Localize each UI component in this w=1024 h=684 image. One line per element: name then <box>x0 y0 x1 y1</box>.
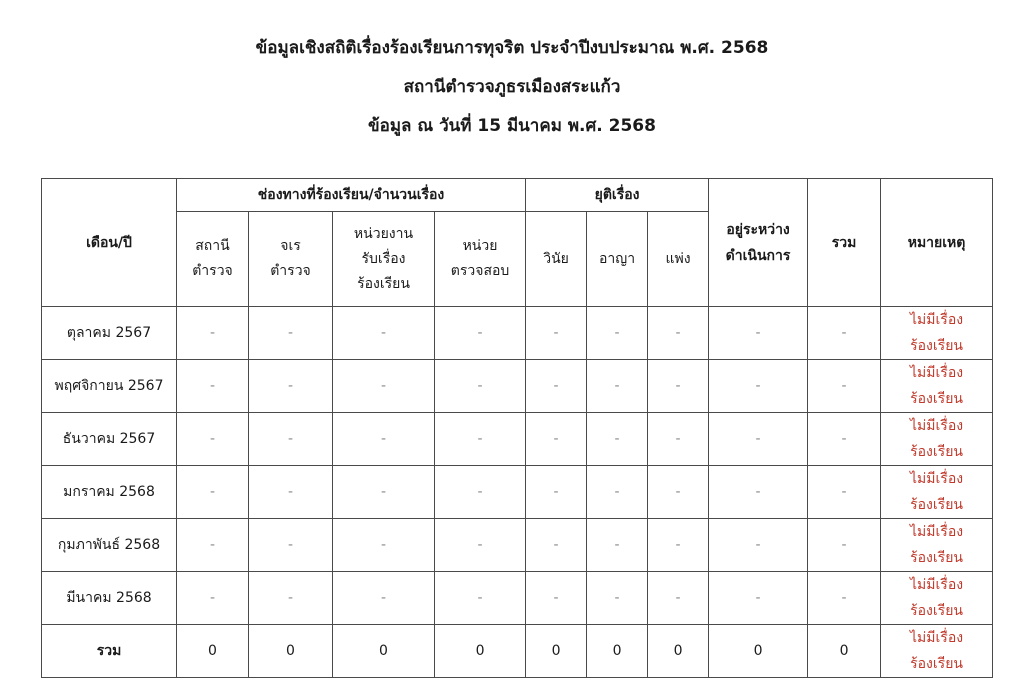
channels-group-header: ช่องทางที่ร้องเรียน/จำนวนเรื่อง <box>177 179 526 212</box>
table-body <box>42 307 993 678</box>
value-cell: - <box>249 307 333 360</box>
header-line: ตรวจสอบ <box>450 263 510 279</box>
value-cell: - <box>435 466 526 519</box>
value-cell: - <box>587 466 648 519</box>
note-cell <box>881 625 993 678</box>
table-row <box>42 519 993 572</box>
total-value-cell: 0 <box>177 625 249 678</box>
note-column-header: หมายเหตุ <box>881 179 993 307</box>
value-cell: - <box>587 360 648 413</box>
table-header <box>42 179 993 307</box>
note-line: ไม่มีเรื่อง <box>910 418 964 434</box>
value-cell: - <box>808 572 881 625</box>
value-cell: - <box>648 572 709 625</box>
value-cell: - <box>526 466 587 519</box>
month-cell: พฤศจิกายน 2567 <box>42 360 177 413</box>
in-progress-column-header <box>709 179 808 307</box>
channel-complaint-unit-header <box>333 212 435 307</box>
table-row <box>42 413 993 466</box>
value-cell: - <box>526 360 587 413</box>
value-cell: - <box>709 572 808 625</box>
value-cell: - <box>587 307 648 360</box>
note-line: ไม่มีเรื่อง <box>910 312 964 328</box>
note-cell <box>881 360 993 413</box>
total-value-cell: 0 <box>709 625 808 678</box>
total-value-cell: 0 <box>435 625 526 678</box>
value-cell: - <box>648 413 709 466</box>
station-name: สถานีตำรวจภูธรเมืองสระแก้ว <box>403 77 621 97</box>
value-cell: - <box>808 413 881 466</box>
total-value-cell: 0 <box>648 625 709 678</box>
note-cell <box>881 413 993 466</box>
resolved-civil-header: แพ่ง <box>648 212 709 307</box>
value-cell: - <box>333 466 435 519</box>
value-cell: - <box>435 307 526 360</box>
value-cell: - <box>526 413 587 466</box>
header-line: หน่วยงาน <box>353 225 414 242</box>
value-cell: - <box>709 360 808 413</box>
total-value-cell: 0 <box>808 625 881 678</box>
total-row <box>42 625 993 678</box>
note-line: ร้องเรียน <box>910 444 963 460</box>
total-value-cell: 0 <box>249 625 333 678</box>
header-line: ตำรวจ <box>192 263 233 279</box>
value-cell: - <box>177 519 249 572</box>
note-line: ไม่มีเรื่อง <box>910 524 964 540</box>
total-label-cell: รวม <box>42 625 177 678</box>
note-cell <box>881 572 993 625</box>
note-line: ไม่มีเรื่อง <box>910 471 964 487</box>
value-cell: - <box>808 519 881 572</box>
value-cell: - <box>808 307 881 360</box>
value-cell: - <box>177 360 249 413</box>
note-line: ร้องเรียน <box>910 550 963 566</box>
resolved-group-header: ยุติเรื่อง <box>526 179 709 212</box>
in-progress-line: อยู่ระหว่าง <box>726 221 790 238</box>
note-line: ไม่มีเรื่อง <box>910 365 964 381</box>
value-cell: - <box>526 307 587 360</box>
month-cell: กุมภาพันธ์ 2568 <box>42 519 177 572</box>
value-cell: - <box>648 519 709 572</box>
month-cell: ธันวาคม 2567 <box>42 413 177 466</box>
header-line: ร้องเรียน <box>357 275 410 292</box>
value-cell: - <box>333 307 435 360</box>
value-cell: - <box>587 519 648 572</box>
value-cell: - <box>249 519 333 572</box>
value-cell: - <box>709 413 808 466</box>
note-line: ร้องเรียน <box>910 391 963 407</box>
note-line: ร้องเรียน <box>910 603 963 619</box>
value-cell: - <box>526 519 587 572</box>
value-cell: - <box>709 466 808 519</box>
complaint-statistics-table <box>41 178 993 678</box>
month-column-header: เดือน/ปี <box>42 179 177 307</box>
value-cell: - <box>177 572 249 625</box>
header-line: หน่วย <box>462 238 498 254</box>
value-cell: - <box>177 413 249 466</box>
value-cell: - <box>435 572 526 625</box>
value-cell: - <box>177 307 249 360</box>
note-line: ร้องเรียน <box>910 338 963 354</box>
document-title: ข้อมูลเชิงสถิติเรื่องร้องเรียนการทุจริต ประจำปีงบประมาณ พ.ศ. 2568 <box>255 38 769 58</box>
value-cell: - <box>249 413 333 466</box>
value-cell: - <box>333 519 435 572</box>
channel-inspector-header <box>249 212 333 307</box>
value-cell: - <box>648 360 709 413</box>
note-line: ร้องเรียน <box>910 497 963 513</box>
value-cell: - <box>249 572 333 625</box>
value-cell: - <box>587 572 648 625</box>
value-cell: - <box>177 466 249 519</box>
table-row <box>42 307 993 360</box>
as-of-date: ข้อมูล ณ วันที่ 15 มีนาคม พ.ศ. 2568 <box>368 116 656 136</box>
note-cell <box>881 466 993 519</box>
value-cell: - <box>435 519 526 572</box>
table-row <box>42 360 993 413</box>
value-cell: - <box>808 466 881 519</box>
note-line: ไม่มีเรื่อง <box>910 577 964 593</box>
month-cell: มีนาคม 2568 <box>42 572 177 625</box>
in-progress-line: ดำเนินการ <box>725 247 791 264</box>
value-cell: - <box>808 360 881 413</box>
table-row <box>42 572 993 625</box>
channel-station-header <box>177 212 249 307</box>
total-value-cell: 0 <box>587 625 648 678</box>
value-cell: - <box>587 413 648 466</box>
header-line: รับเรื่อง <box>361 250 406 267</box>
channel-audit-unit-header <box>435 212 526 307</box>
total-value-cell: 0 <box>333 625 435 678</box>
note-cell <box>881 519 993 572</box>
document-header <box>0 38 1024 155</box>
value-cell: - <box>249 466 333 519</box>
value-cell: - <box>648 307 709 360</box>
month-cell: ตุลาคม 2567 <box>42 307 177 360</box>
value-cell: - <box>333 413 435 466</box>
value-cell: - <box>333 572 435 625</box>
value-cell: - <box>249 360 333 413</box>
note-cell <box>881 307 993 360</box>
note-line: ร้องเรียน <box>910 656 963 672</box>
value-cell: - <box>435 413 526 466</box>
header-line: ตำรวจ <box>270 263 311 279</box>
value-cell: - <box>526 572 587 625</box>
value-cell: - <box>435 360 526 413</box>
note-line: ไม่มีเรื่อง <box>910 630 964 646</box>
header-line: จเร <box>280 238 301 254</box>
month-cell: มกราคม 2568 <box>42 466 177 519</box>
value-cell: - <box>648 466 709 519</box>
table-row <box>42 466 993 519</box>
value-cell: - <box>709 307 808 360</box>
total-value-cell: 0 <box>526 625 587 678</box>
total-column-header: รวม <box>808 179 881 307</box>
resolved-criminal-header: อาญา <box>587 212 648 307</box>
value-cell: - <box>333 360 435 413</box>
resolved-discipline-header: วินัย <box>526 212 587 307</box>
header-line: สถานี <box>195 238 230 254</box>
value-cell: - <box>709 519 808 572</box>
